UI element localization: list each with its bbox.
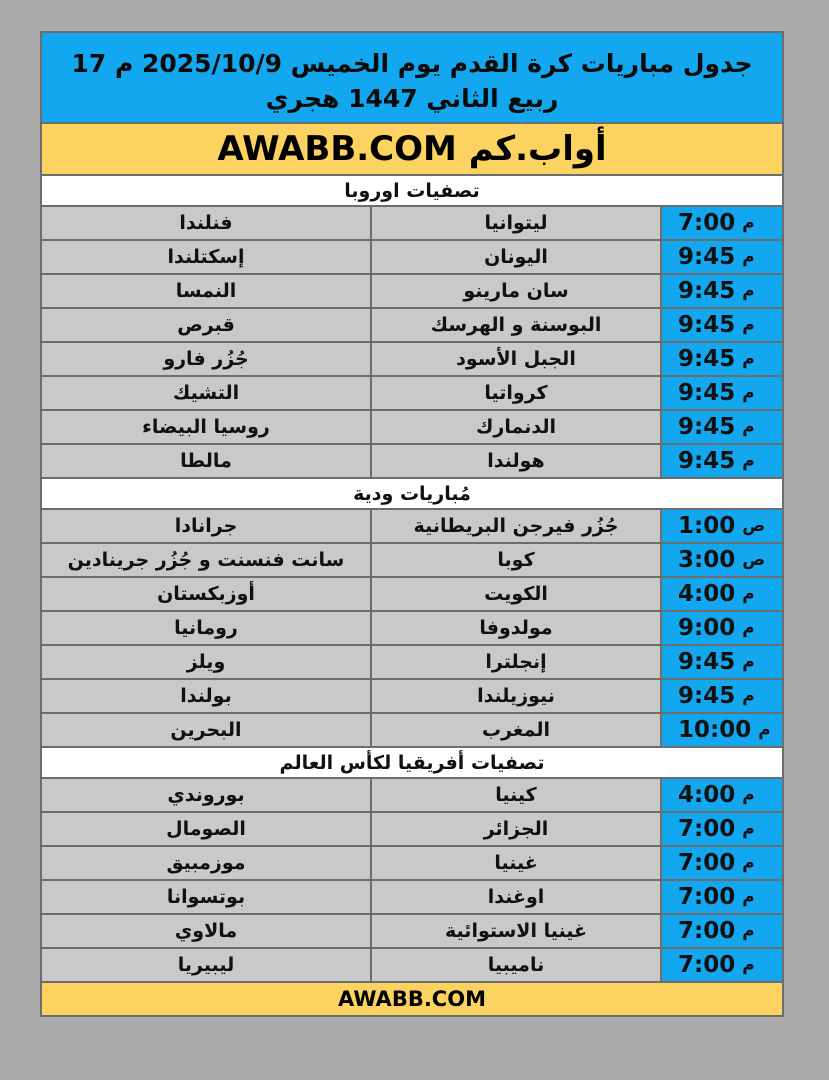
away-team: النمسا bbox=[42, 275, 372, 307]
time-period: ص bbox=[742, 516, 766, 536]
time-value: 7:00 bbox=[678, 816, 736, 842]
time-value: 7:00 bbox=[678, 918, 736, 944]
home-team: البوسنة و الهرسك bbox=[372, 309, 662, 341]
home-team: غينيا bbox=[372, 847, 662, 879]
time-value: 9:45 bbox=[678, 649, 736, 675]
home-team: كوبا bbox=[372, 544, 662, 576]
time-value: 10:00 bbox=[678, 717, 752, 743]
match-time bbox=[662, 275, 782, 307]
time-period: ص bbox=[742, 550, 766, 570]
section-header: تصفيات اوروبا bbox=[42, 176, 782, 207]
time-period: م bbox=[742, 819, 755, 839]
home-team: اوغندا bbox=[372, 881, 662, 913]
section-header: تصفيات أفريقيا لكأس العالم bbox=[42, 748, 782, 779]
match-row bbox=[42, 377, 782, 411]
time-value: 9:45 bbox=[678, 346, 736, 372]
away-team: ويلز bbox=[42, 646, 372, 678]
time-period: م bbox=[758, 720, 771, 740]
away-team: فنلندا bbox=[42, 207, 372, 239]
time-value: 9:45 bbox=[678, 683, 736, 709]
match-row bbox=[42, 207, 782, 241]
sections-container bbox=[42, 176, 782, 983]
match-row bbox=[42, 714, 782, 748]
match-time bbox=[662, 578, 782, 610]
match-row bbox=[42, 779, 782, 813]
time-period: م bbox=[742, 315, 755, 335]
home-team: ليتوانيا bbox=[372, 207, 662, 239]
away-team: رومانيا bbox=[42, 612, 372, 644]
time-value: 7:00 bbox=[678, 210, 736, 236]
time-period: م bbox=[742, 955, 755, 975]
match-row bbox=[42, 847, 782, 881]
match-row bbox=[42, 949, 782, 983]
match-time bbox=[662, 544, 782, 576]
time-value: 9:45 bbox=[678, 244, 736, 270]
match-time bbox=[662, 779, 782, 811]
home-team: هولندا bbox=[372, 445, 662, 477]
home-team: سان مارينو bbox=[372, 275, 662, 307]
away-team: ليبيريا bbox=[42, 949, 372, 981]
away-team: إسكتلندا bbox=[42, 241, 372, 273]
schedule-sheet bbox=[40, 31, 784, 1017]
time-value: 7:00 bbox=[678, 952, 736, 978]
home-team: الجبل الأسود bbox=[372, 343, 662, 375]
home-team: الجزائر bbox=[372, 813, 662, 845]
time-period: م bbox=[742, 247, 755, 267]
away-team: بوتسوانا bbox=[42, 881, 372, 913]
match-row bbox=[42, 813, 782, 847]
match-time bbox=[662, 241, 782, 273]
match-time bbox=[662, 411, 782, 443]
home-team: الدنمارك bbox=[372, 411, 662, 443]
time-period: م bbox=[742, 383, 755, 403]
away-team: مالاوي bbox=[42, 915, 372, 947]
time-period: م bbox=[742, 281, 755, 301]
time-value: 4:00 bbox=[678, 581, 736, 607]
time-value: 9:00 bbox=[678, 615, 736, 641]
match-row bbox=[42, 343, 782, 377]
match-row bbox=[42, 680, 782, 714]
time-period: م bbox=[742, 785, 755, 805]
site-footer: AWABB.COM bbox=[42, 983, 782, 1015]
match-time bbox=[662, 612, 782, 644]
away-team: الصومال bbox=[42, 813, 372, 845]
match-row bbox=[42, 915, 782, 949]
match-time bbox=[662, 813, 782, 845]
time-value: 9:45 bbox=[678, 278, 736, 304]
match-time bbox=[662, 949, 782, 981]
time-period: م bbox=[742, 652, 755, 672]
time-value: 4:00 bbox=[678, 782, 736, 808]
away-team: البحرين bbox=[42, 714, 372, 746]
time-value: 9:45 bbox=[678, 414, 736, 440]
away-team: جرانادا bbox=[42, 510, 372, 542]
match-time bbox=[662, 646, 782, 678]
match-time bbox=[662, 343, 782, 375]
match-time bbox=[662, 680, 782, 712]
time-period: م bbox=[742, 451, 755, 471]
match-row bbox=[42, 241, 782, 275]
home-team: ناميبيا bbox=[372, 949, 662, 981]
match-row bbox=[42, 612, 782, 646]
match-row bbox=[42, 275, 782, 309]
time-period: م bbox=[742, 686, 755, 706]
section-header: مُباريات ودية bbox=[42, 479, 782, 510]
home-team: كينيا bbox=[372, 779, 662, 811]
home-team: غينيا الاستوائية bbox=[372, 915, 662, 947]
home-team: الكويت bbox=[372, 578, 662, 610]
time-period: م bbox=[742, 853, 755, 873]
away-team: مالطا bbox=[42, 445, 372, 477]
match-row bbox=[42, 881, 782, 915]
time-period: م bbox=[742, 213, 755, 233]
match-row bbox=[42, 445, 782, 479]
time-period: م bbox=[742, 921, 755, 941]
match-row bbox=[42, 578, 782, 612]
time-period: م bbox=[742, 349, 755, 369]
match-row bbox=[42, 510, 782, 544]
match-time bbox=[662, 915, 782, 947]
away-team: جُزُر فارو bbox=[42, 343, 372, 375]
away-team: سانت فنسنت و جُزُر جرينادين bbox=[42, 544, 372, 576]
time-period: م bbox=[742, 417, 755, 437]
match-time bbox=[662, 714, 782, 746]
match-row bbox=[42, 646, 782, 680]
away-team: قبرص bbox=[42, 309, 372, 341]
home-team: نيوزيلندا bbox=[372, 680, 662, 712]
time-period: م bbox=[742, 584, 755, 604]
time-value: 9:45 bbox=[678, 448, 736, 474]
away-team: بوروندي bbox=[42, 779, 372, 811]
away-team: أوزبكستان bbox=[42, 578, 372, 610]
match-row bbox=[42, 411, 782, 445]
home-team: كرواتيا bbox=[372, 377, 662, 409]
time-value: 3:00 bbox=[678, 547, 736, 573]
away-team: روسيا البيضاء bbox=[42, 411, 372, 443]
time-period: م bbox=[742, 618, 755, 638]
match-time bbox=[662, 445, 782, 477]
match-time bbox=[662, 847, 782, 879]
home-team: جُزُر فيرجن البريطانية bbox=[372, 510, 662, 542]
match-time bbox=[662, 881, 782, 913]
time-period: م bbox=[742, 887, 755, 907]
time-value: 9:45 bbox=[678, 312, 736, 338]
time-value: 7:00 bbox=[678, 850, 736, 876]
time-value: 1:00 bbox=[678, 513, 736, 539]
time-value: 7:00 bbox=[678, 884, 736, 910]
page-title: جدول مباريات كرة القدم يوم الخميس 2025/10/9 م 17 ربيع الثاني 1447 هجري bbox=[42, 33, 782, 124]
away-team: موزمبيق bbox=[42, 847, 372, 879]
home-team: مولدوفا bbox=[372, 612, 662, 644]
match-row bbox=[42, 309, 782, 343]
home-team: المغرب bbox=[372, 714, 662, 746]
match-time bbox=[662, 309, 782, 341]
away-team: التشيك bbox=[42, 377, 372, 409]
match-time bbox=[662, 510, 782, 542]
away-team: بولندا bbox=[42, 680, 372, 712]
home-team: اليونان bbox=[372, 241, 662, 273]
site-banner: أواب.كم AWABB.COM bbox=[42, 124, 782, 176]
time-value: 9:45 bbox=[678, 380, 736, 406]
match-row bbox=[42, 544, 782, 578]
match-time bbox=[662, 377, 782, 409]
match-time bbox=[662, 207, 782, 239]
home-team: إنجلترا bbox=[372, 646, 662, 678]
